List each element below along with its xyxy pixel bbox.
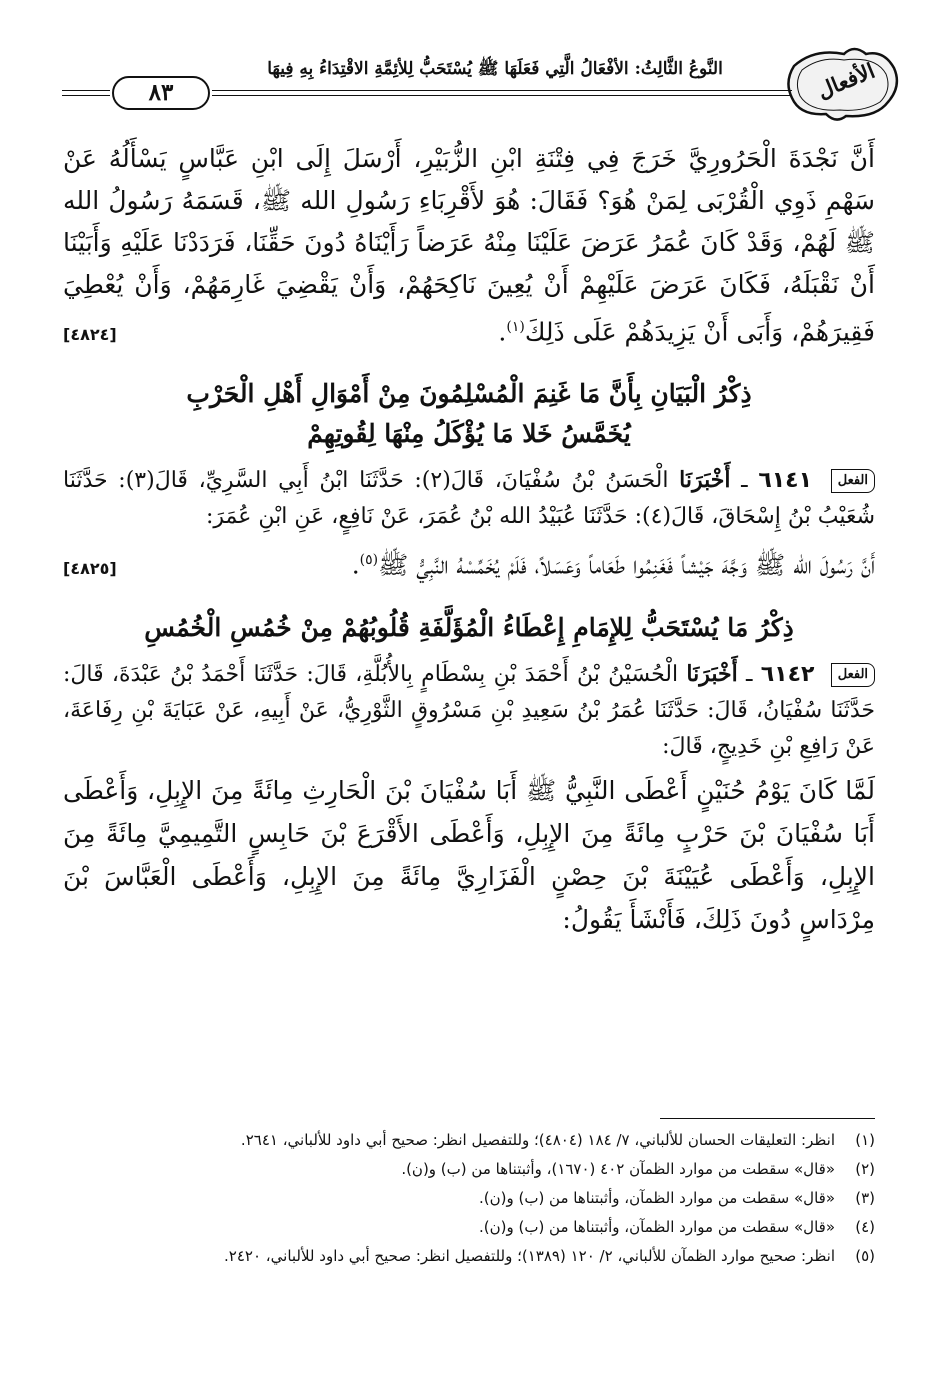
footnote-text: «قال» سقطت من موارد الظمآن، وأثبتناها من (ب) و(ن).: [478, 1218, 835, 1236]
matn-text: أَنَّ رَسُولَ الله ﷺ وَجَّهَ جَيْشاً فَغَنِمُوا طَعَاماً وَعَسَلاً، فَلَمْ يُخَمِّسْهُ النَّبِيُّ ﷺ: [378, 550, 875, 580]
footnote-number: (٣): [855, 1189, 875, 1207]
heading-line: ذِكْرُ الْبَيَانِ بِأَنَّ مَا غَنِمَ الْمُسْلِمُونَ مِنْ أَمْوَالِ أَهْلِ الْحَرْبِ: [186, 379, 752, 408]
hadith-number: ٦١٤١: [758, 468, 813, 493]
hadith-reference: [٤٨٢٤]: [63, 325, 117, 344]
footnote: [63, 1242, 875, 1271]
footnote: [63, 1213, 875, 1242]
akhbarana: أَخْبَرَنَا: [679, 467, 731, 493]
footnote-separator: [660, 1118, 875, 1119]
isnad-text: الْحَسَنُ بْنُ سُفْيَانَ، قَالَ(٢): حَدَّثَنَا ابْنُ أَبِي السَّرِيِّ، قَالَ(٣): حَدَّثَنَا شُعَيْبُ بْنُ إِسْحَاقَ، قَالَ(٤): حَدَّثَنَا عُبَيْدُ الله بْنُ عُمَرَ، عَنْ نَافِعٍ، عَنِ ابْنِ عُمَرَ:: [63, 468, 875, 529]
footnotes: [63, 1126, 875, 1271]
footnote-text: انظر: التعليقات الحسان للألباني، ٧/ ١٨٤ (٤٨٠٤)؛ وللتفصيل انظر: صحيح أبي داود للألباني، ٢٦٤١.: [240, 1131, 835, 1149]
chapter-badge: [784, 46, 902, 122]
footnote-text: «قال» سقطت من موارد الظمآن ٤٠٢ (١٦٧٠)، وأثبتناها من (ب) و(ن).: [401, 1160, 835, 1178]
header-rule: [212, 95, 792, 96]
footnote-number: (٥): [855, 1247, 875, 1265]
ihsan-label: الفعل: [831, 469, 875, 493]
ihsan-label: الفعل: [831, 663, 875, 687]
hadith-reference: [٤٨٢٥]: [63, 559, 117, 578]
footnote: [63, 1184, 875, 1213]
footnote-number: (٤): [855, 1218, 875, 1236]
hadith-number: ٦١٤٢: [760, 662, 815, 687]
hadith-isnad: الفعل ٦١٤٢ ـ أَخْبَرَنَا الْحُسَيْنُ بْنُ أَحْمَدَ بْنِ بِسْطَامٍ بِالأُبُلَّةِ، قَالَ: حَدَّثَنَا أَحْمَدُ بْنُ عَبْدَةَ، قَالَ: حَدَّثَنَا سُفْيَانُ، قَالَ: حَدَّثَنَا عُمَرُ بْنُ سَعِيدِ بْنِ مَسْرُوقٍ الثَّوْرِيُّ، عَنْ أَبِيهِ، عَنْ عَبَايَةَ بْنِ رِفَاعَةَ، عَنْ رَافِعِ بْنِ خَدِيجٍ، قَالَ:: [63, 661, 875, 759]
footnote-text: «قال» سقطت من موارد الظمآن، وأثبتناها من (ب) و(ن).: [478, 1189, 835, 1207]
section-heading: [63, 374, 875, 454]
footnote-number: (١): [855, 1131, 875, 1149]
hadith-matn: أَنَّ رَسُولَ الله ﷺ وَجَّهَ جَيْشاً فَغَنِمُوا طَعَاماً وَعَسَلاً، فَلَمْ يُخَمِّسْهُ النَّبِيُّ ﷺ$^{(٥)}$. [٤٨٢٥]: [63, 539, 875, 590]
footnote-text: انظر: صحيح موارد الظمآن للألباني، ٢/ ١٢٠ (١٣٨٩)؛ وللتفصيل انظر: صحيح أبي داود للألباني، ٢٤٢٠.: [224, 1247, 835, 1265]
header-rule: [212, 90, 792, 91]
footnote-number: (٢): [855, 1160, 875, 1178]
hadith-text-continued: أَنَّ نَجْدَةَ الْحَرُورِيَّ خَرَجَ فِي فِتْنَةِ ابْنِ الزُّبَيْرِ، أَرْسَلَ إِلَى ابْنِ عَبَّاسٍ يَسْأَلُهُ عَنْ سَهْمِ ذَوِي الْقُرْبَى لِمَنْ هُوَ؟ فَقَالَ: هُوَ لأَقْرِبَاءِ رَسُولِ الله ﷺ، قَسَمَهُ رَسُولُ الله ﷺ لَهُمْ، وَقَدْ كَانَ عُمَرُ عَرَضَ عَلَيْنَا مِنْهُ عَرَضاً رَأَيْنَاهُ دُونَ حَقِّنَا، فَرَدَدْنَا عَلَيْهِ وَأَبَيْنَا أَنْ نَقْبَلَهُ، فَكَانَ عَرَضَ عَلَيْهِمْ أَنْ يُعِينَ نَاكِحَهُمْ، وَأَنْ يَقْضِيَ غَارِمَهُمْ، وَأَنْ يُعْطِيَ فَقِيرَهُمْ، وَأَبَى أَنْ يَزِيدَهُمْ عَلَى ذَلِكَ$^{(١)}$. [٤٨٢٤]: [63, 138, 875, 356]
hadith-matn: [63, 769, 875, 941]
heading-line: يُخَمَّسُ خَلا مَا يُؤْكَلُ مِنْهَا لِقُوتِهِمْ: [307, 419, 631, 448]
page-content: [63, 138, 875, 941]
badge-label: الأفعال: [813, 57, 879, 104]
akhbarana: أَخْبَرَنَا: [686, 661, 738, 687]
running-title: النَّوعُ الثَّالِثُ: الأفْعَالُ الَّتِي فَعَلَهَا ﷺ يُسْتَحَبُّ لِلأئِمَّةِ الاقْتِدَاءُ بِهِ فِيهَا: [267, 59, 723, 79]
footnote: [63, 1126, 875, 1155]
matn-text: لَمَّا كَانَ يَوْمُ حُنَيْنٍ أَعْطَى النَّبِيُّ ﷺ أَبَا سُفْيَانَ بْنَ الْحَارِثِ مِائَةً مِنَ الإِبِلِ، وَأَعْطَى أَبَا سُفْيَانَ بْنَ حَرْبٍ مِائَةً مِنَ الإِبِلِ، وَأَعْطَى الأَقْرَعَ بْنَ حَابِسٍ التَّمِيمِيَّ مِائَةً مِنَ الإِبِلِ، وَأَعْطَى عُيَيْنَةَ بْنَ حِصْنٍ الْفَزَارِيَّ مِائَةً مِنَ الإِبِلِ، وَأَعْطَى الْعَبَّاسَ بْنَ مِرْدَاسٍ دُونَ ذَلِكَ، فَأَنْشَأَ يَقُولُ:: [63, 776, 875, 934]
header-rule: [62, 95, 110, 96]
page-number: ٨٣: [112, 76, 210, 110]
footnote-marker[interactable]: (٥): [359, 552, 379, 568]
section-heading: [63, 608, 875, 648]
paragraph-text: أَنَّ نَجْدَةَ الْحَرُورِيَّ خَرَجَ فِي فِتْنَةِ ابْنِ الزُّبَيْرِ، أَرْسَلَ إِلَى ابْنِ عَبَّاسٍ يَسْأَلُهُ عَنْ سَهْمِ ذَوِي الْقُرْبَى لِمَنْ هُوَ؟ فَقَالَ: هُوَ لأَقْرِبَاءِ رَسُولِ الله ﷺ، قَسَمَهُ رَسُولُ الله ﷺ لَهُمْ، وَقَدْ كَانَ عُمَرُ عَرَضَ عَلَيْنَا مِنْهُ عَرَضاً رَأَيْنَاهُ دُونَ حَقِّنَا، فَرَدَدْنَا عَلَيْهِ وَأَبَيْنَا أَنْ نَقْبَلَهُ، فَكَانَ عَرَضَ عَلَيْهِمْ أَنْ يُعِينَ نَاكِحَهُمْ، وَأَنْ يَقْضِيَ غَارِمَهُمْ، وَأَنْ يُعْطِيَ فَقِيرَهُمْ، وَأَبَى أَنْ يَزِيدَهُمْ عَلَى ذَلِكَ: [63, 144, 875, 347]
page-header: [62, 40, 892, 130]
hadith-isnad: الفعل ٦١٤١ ـ أَخْبَرَنَا الْحَسَنُ بْنُ سُفْيَانَ، قَالَ(٢): حَدَّثَنَا ابْنُ أَبِي السَّرِيِّ، قَالَ(٣): حَدَّثَنَا شُعَيْبُ بْنُ إِسْحَاقَ، قَالَ(٤): حَدَّثَنَا عُبَيْدُ الله بْنُ عُمَرَ، عَنْ نَافِعٍ، عَنِ ابْنِ عُمَرَ:: [63, 467, 875, 529]
isnad-text: الْحُسَيْنُ بْنُ أَحْمَدَ بْنِ بِسْطَامٍ بِالأُبُلَّةِ، قَالَ: حَدَّثَنَا أَحْمَدُ بْنُ عَبْدَةَ، قَالَ: حَدَّثَنَا سُفْيَانُ، قَالَ: حَدَّثَنَا عُمَرُ بْنُ سَعِيدِ بْنِ مَسْرُوقٍ الثَّوْرِيُّ، عَنْ أَبِيهِ، عَنْ عَبَايَةَ بْنِ رِفَاعَةَ، عَنْ رَافِعِ بْنِ خَدِيجٍ، قَالَ:: [63, 662, 875, 759]
heading-line: ذِكْرُ مَا يُسْتَحَبُّ لِلإِمَامِ إِعْطَاءُ الْمُؤَلَّفَةِ قُلُوبُهُمْ مِنْ خُمُسِ الْخُمُسِ: [144, 613, 794, 642]
footnote-marker[interactable]: (١): [506, 319, 525, 335]
footnote: [63, 1155, 875, 1184]
header-rule: [62, 90, 110, 91]
